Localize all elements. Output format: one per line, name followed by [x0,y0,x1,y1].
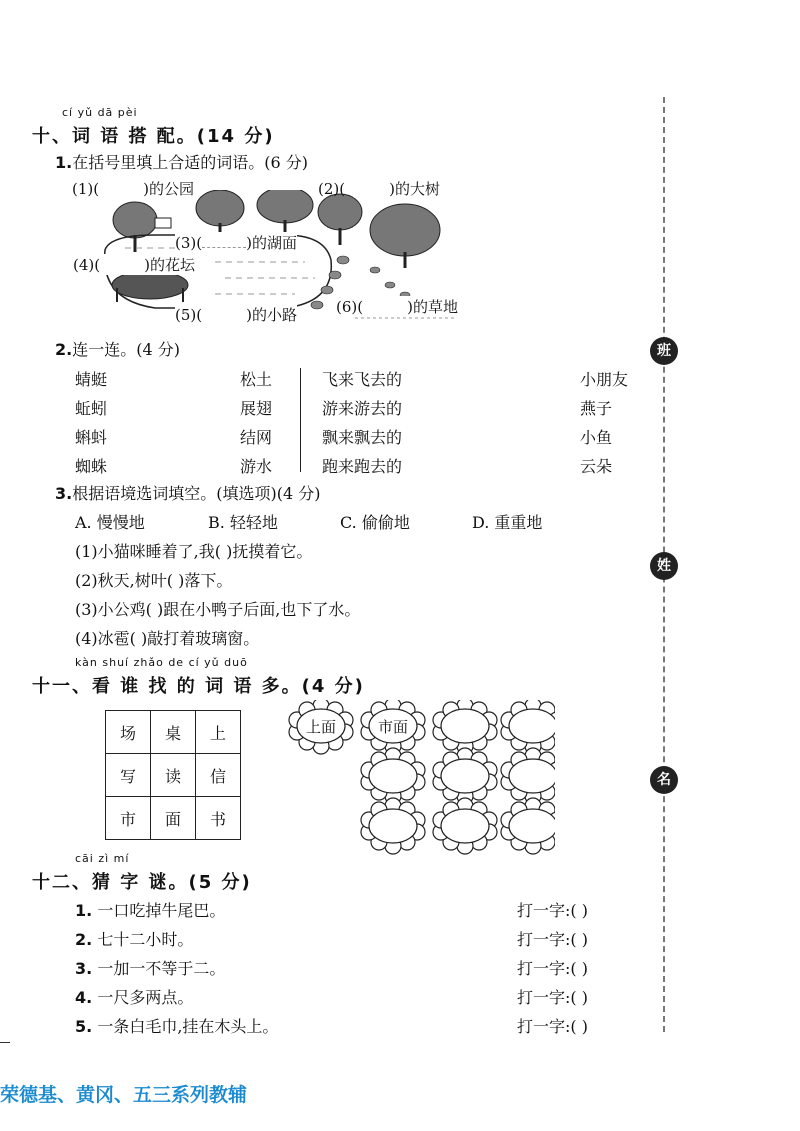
q1-text: 在括号里填上合适的词语。(6 分) [72,153,308,172]
blank-3[interactable]: (3)( )的湖面 [175,234,297,252]
riddle-3: 3. 一加一不等于二。 [75,959,226,978]
blank-6[interactable]: (6)( )的草地 [336,298,458,316]
riddle-answer-1[interactable]: 打一字:( ) [517,901,588,920]
q2-text: 连一连。(4 分) [72,340,180,359]
option-a: A. 慢慢地 [75,513,145,532]
match-item[interactable]: 燕子 [580,399,613,418]
q1-number: 1. [55,153,73,172]
section12-title: 十二、猜 字 谜。(5 分) [32,872,252,893]
margin-mark [0,1042,10,1043]
grid-cell: 场 [106,711,151,754]
riddle-answer-2[interactable]: 打一字:( ) [517,930,588,949]
riddle-1: 1. 一口吃掉牛尾巴。 [75,901,226,920]
riddle-answer-4[interactable]: 打一字:( ) [517,988,588,1007]
blank-4[interactable]: (4)( )的花坛 [73,256,195,274]
match-item[interactable]: 蜻蜓 [75,370,108,389]
class-seal: 班 [650,337,678,365]
q3-heading [55,481,320,504]
match-item[interactable]: 云朵 [580,457,613,476]
match-item[interactable]: 游来游去的 [322,399,403,418]
q3-item-1[interactable]: (1)小猫咪睡着了,我( )抚摸着它。 [75,542,313,561]
match-item[interactable]: 松土 [240,370,273,389]
match-col-things [580,365,628,481]
riddle-answer-5[interactable]: 打一字:( ) [517,1017,588,1036]
match-col-insects [75,365,107,481]
grid-cell: 市 [106,797,151,840]
match-item[interactable]: 展翅 [240,399,273,418]
section10-pinyin: cí yǔ dā pèi [62,106,138,119]
name-seal-2: 名 [650,766,678,794]
riddle-2: 2. 七十二小时。 [75,930,194,949]
q1-heading [55,150,308,173]
q3-text: 根据语境选词填空。(填选项)(4 分) [72,484,321,503]
character-grid [105,710,241,840]
match-divider [300,368,301,472]
footer-brand: 荣德基、黄冈、五三系列教辅 [0,1084,248,1106]
q2-number: 2. [55,340,73,359]
option-b: B. 轻轻地 [208,513,278,532]
grid-cell: 读 [151,754,196,797]
match-item[interactable]: 跑来跑去的 [322,457,403,476]
match-item[interactable]: 蝌蚪 [75,428,108,447]
match-item[interactable]: 蜘蛛 [75,457,108,476]
name-seal: 姓 [650,552,678,580]
grid-cell: 面 [151,797,196,840]
grid-cell: 书 [196,797,241,840]
section10-title: 十、词 语 搭 配。(14 分) [32,126,275,147]
match-item[interactable]: 小朋友 [580,370,629,389]
blank-1[interactable]: (1)( )的公园 [72,180,194,198]
grid-cell: 信 [196,754,241,797]
q3-item-3[interactable]: (3)小公鸡( )跟在小鸭子后面,也下了水。 [75,600,361,619]
match-item[interactable]: 飘来飘去的 [322,428,403,447]
section11-pinyin: kàn shuí zhǎo de cí yǔ duō [75,656,248,669]
match-item[interactable]: 蚯蚓 [75,399,108,418]
match-item[interactable]: 飞来飞去的 [322,370,403,389]
match-col-actions [240,365,272,481]
section11-title: 十一、看 谁 找 的 词 语 多。(4 分) [32,676,365,697]
q3-item-2[interactable]: (2)秋天,树叶( )落下。 [75,571,233,590]
q3-item-4[interactable]: (4)冰雹( )敲打着玻璃窗。 [75,629,260,648]
match-item[interactable]: 结网 [240,428,273,447]
blank-2[interactable]: (2)( )的大树 [318,180,440,198]
grid-cell: 上 [196,711,241,754]
match-item[interactable]: 游水 [240,457,273,476]
match-col-phrases [322,365,402,481]
blank-5[interactable]: (5)( )的小路 [175,306,297,324]
q3-number: 3. [55,484,73,503]
flower-answer-1[interactable]: 上面 [305,718,336,736]
section12-pinyin: cāi zì mí [75,852,130,865]
grid-cell: 写 [106,754,151,797]
flower-answer-2[interactable]: 市面 [377,718,408,736]
riddle-5: 5. 一条白毛巾,挂在木头上。 [75,1017,279,1036]
riddle-4: 4. 一尺多两点。 [75,988,194,1007]
option-c: C. 偷偷地 [340,513,410,532]
riddle-answer-3[interactable]: 打一字:( ) [517,959,588,978]
grid-cell: 桌 [151,711,196,754]
match-item[interactable]: 小鱼 [580,428,613,447]
option-d: D. 重重地 [472,513,543,532]
q2-heading [55,337,180,360]
